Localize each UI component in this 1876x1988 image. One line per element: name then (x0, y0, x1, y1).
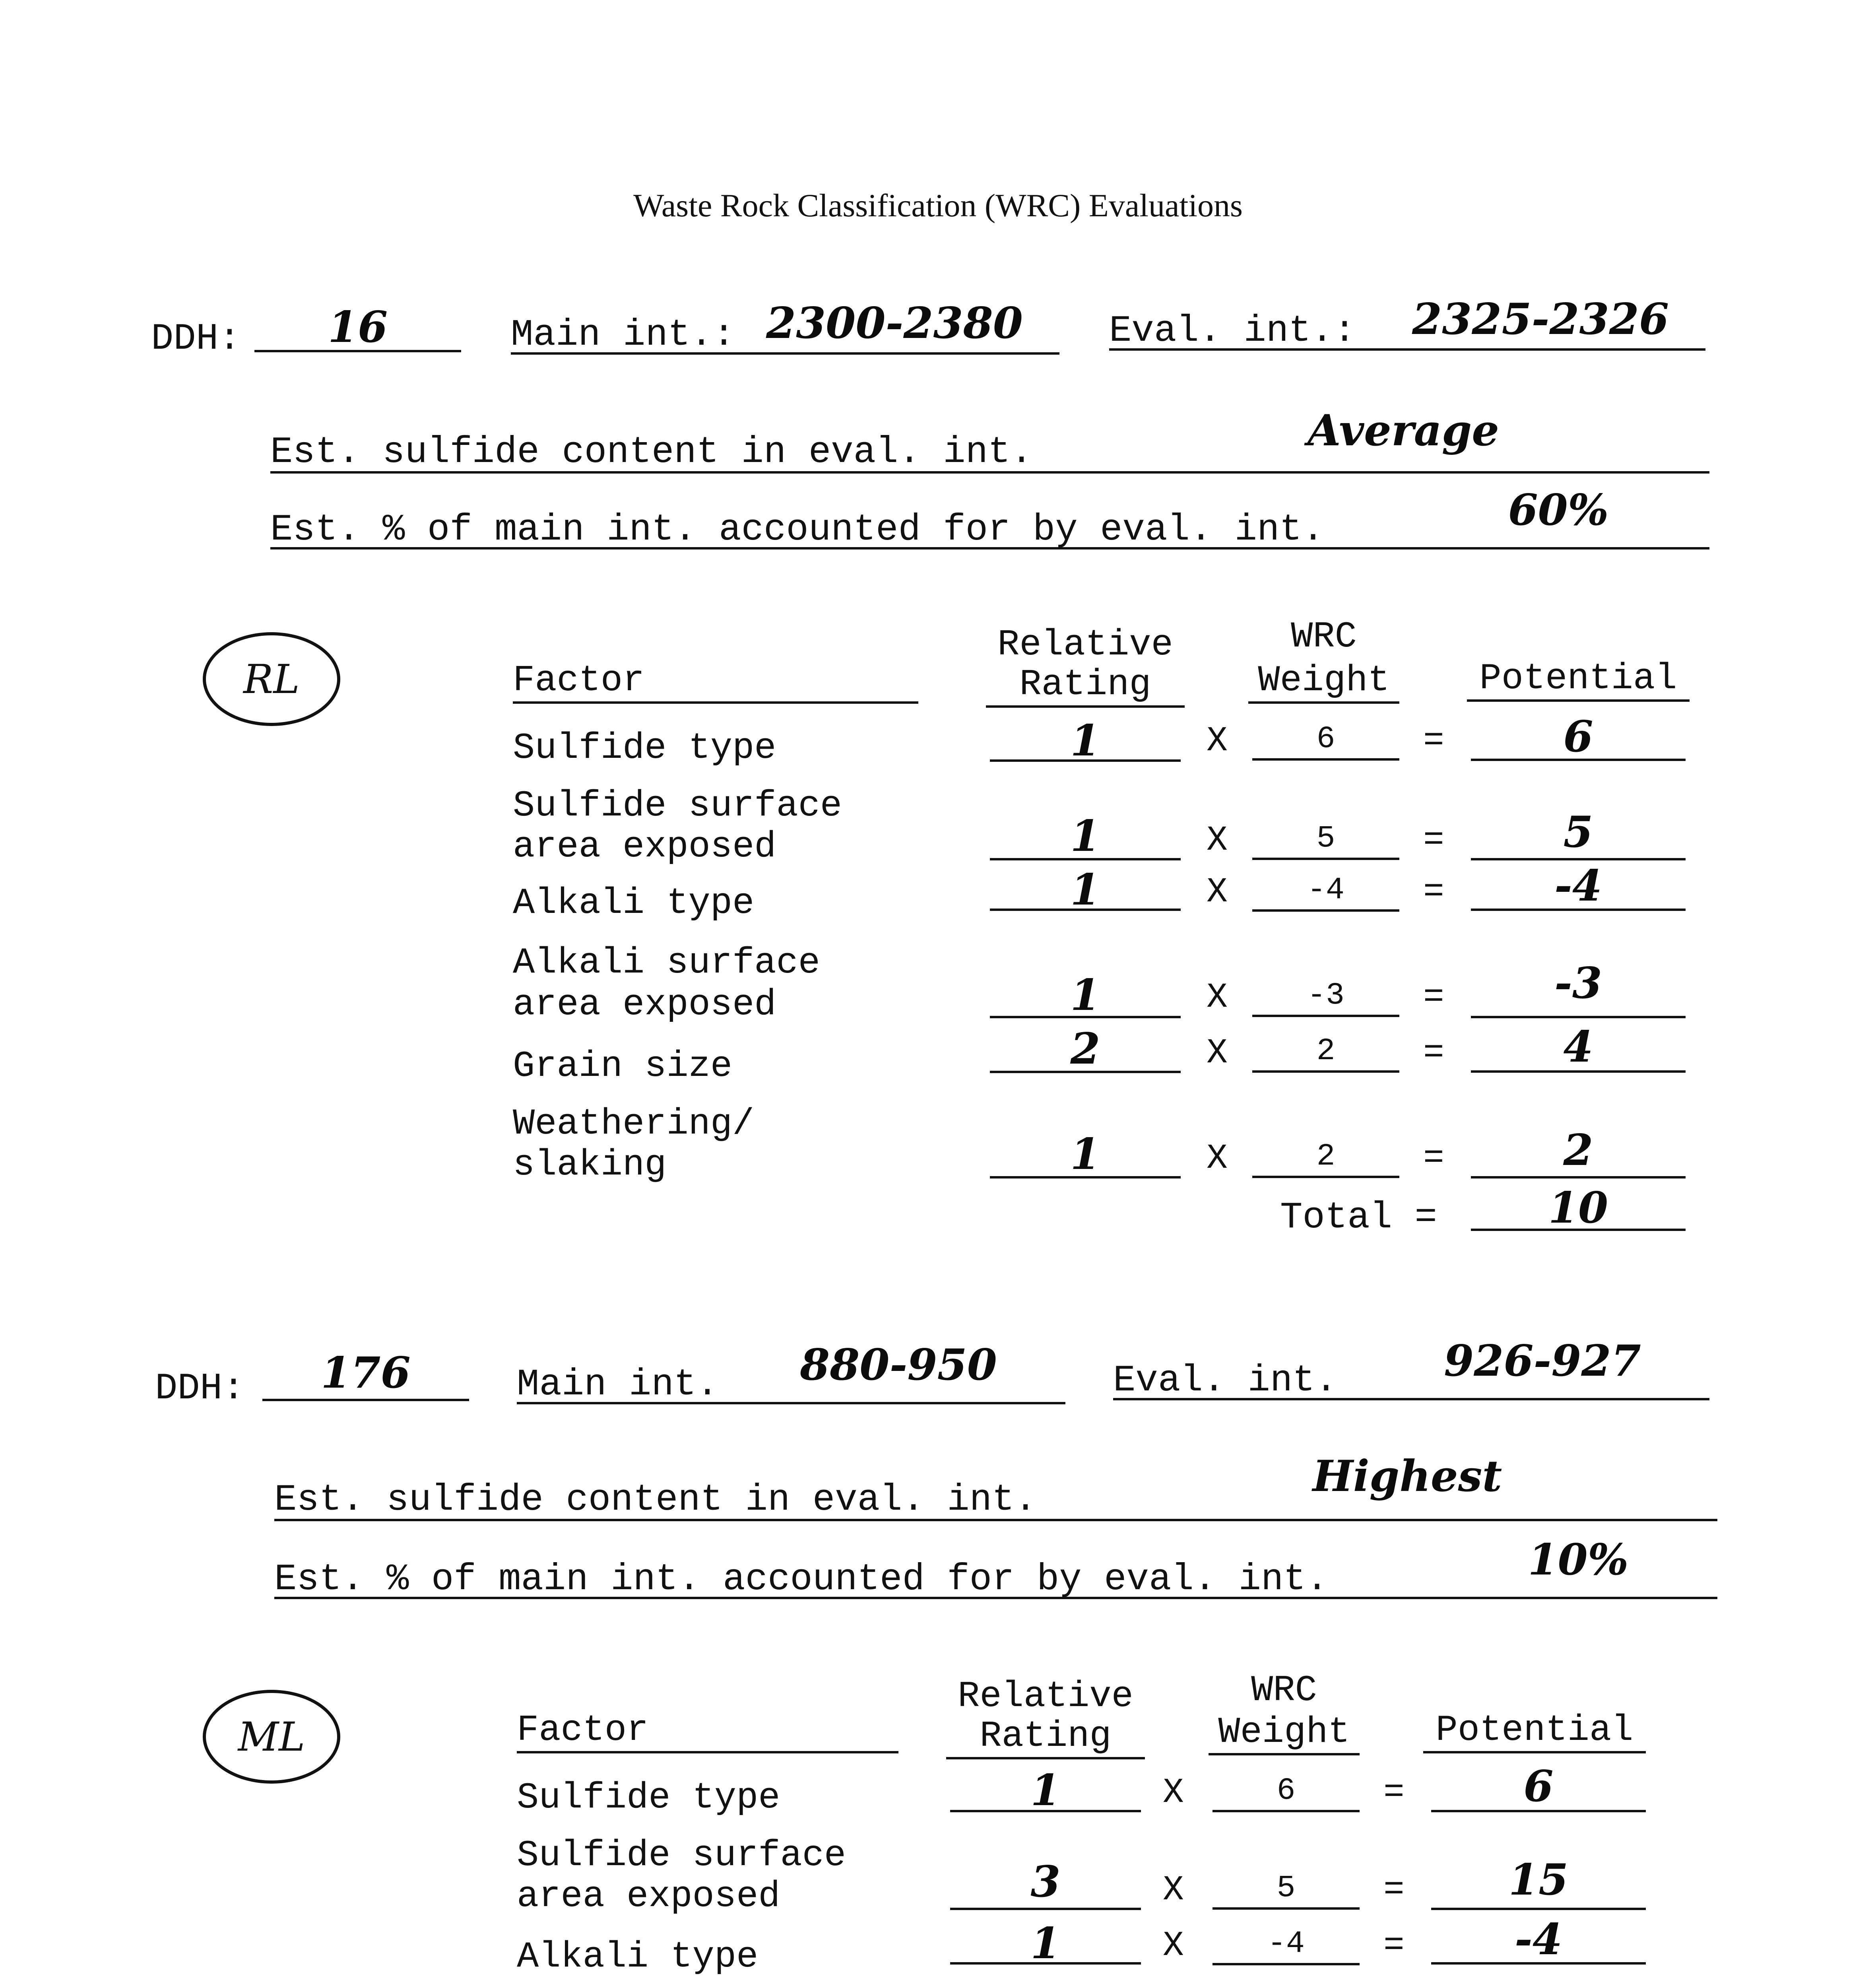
factor-label: Sulfide type (517, 1777, 780, 1819)
sulfide-content-value: Average (1308, 406, 1499, 456)
rating-value: 1 (950, 1765, 1141, 1812)
percent-value: 60% (1508, 485, 1609, 535)
factor-label: Alkali type (517, 1936, 759, 1978)
factor-label: slaking (513, 1144, 667, 1186)
factor-label: Weathering/ (513, 1103, 755, 1145)
percent-label: Est. % of main int. accounted for by eval. int. (274, 1559, 1717, 1599)
factor-label: area exposed (513, 826, 776, 868)
potential-value: 4 (1471, 1022, 1686, 1073)
factor-label: Alkali type (513, 882, 755, 924)
weight-value: 6 (1213, 1773, 1360, 1812)
column-factor: Factor (517, 1710, 898, 1753)
weight-value: 6 (1252, 722, 1399, 761)
potential-value: 15 (1431, 1855, 1646, 1910)
rock-type-circle: RL (203, 632, 340, 726)
times-sign: X (1207, 821, 1228, 860)
times-sign: X (1163, 1871, 1184, 1910)
rating-value: 1 (990, 811, 1181, 860)
factor-label: Sulfide surface (517, 1835, 846, 1876)
equals-sign: = (1383, 1926, 1405, 1966)
total-value: 10 (1471, 1183, 1686, 1231)
percent-label: Est. % of main int. accounted for by eval. int. (270, 509, 1709, 549)
column-potential: Potential (1423, 1710, 1646, 1753)
equals-sign: = (1383, 1871, 1405, 1910)
percent-value: 10% (1528, 1535, 1629, 1585)
times-sign: X (1207, 1139, 1228, 1178)
eval-int-label: Eval. int.: (1109, 310, 1705, 351)
ddh-label: DDH: (155, 1368, 245, 1410)
weight-value: -4 (1213, 1926, 1360, 1965)
rock-type-circle: ML (203, 1690, 340, 1784)
sulfide-content-label: Est. sulfide content in eval. int. (270, 431, 1709, 474)
main-int-label: Main int. (517, 1364, 1065, 1404)
ddh-value: 16 (254, 302, 461, 352)
potential-value: 5 (1471, 807, 1686, 860)
rating-value: 1 (990, 865, 1181, 911)
equals-sign: = (1423, 978, 1444, 1017)
column-rating-line2: Rating (986, 664, 1185, 708)
factor-label: Sulfide surface (513, 785, 842, 827)
column-weight-line1: WRC (1291, 616, 1357, 658)
times-sign: X (1207, 722, 1228, 761)
rating-value: 2 (990, 1024, 1181, 1073)
column-potential: Potential (1467, 658, 1690, 702)
potential-value: -4 (1431, 1914, 1646, 1965)
column-rating-line1: Relative (997, 624, 1173, 666)
potential-value: -4 (1471, 861, 1686, 911)
times-sign: X (1163, 1773, 1184, 1813)
rating-value: 1 (990, 970, 1181, 1018)
column-factor: Factor (513, 660, 918, 704)
total-label: Total = (1280, 1197, 1437, 1239)
eval-int-value: 2325-2326 (1412, 294, 1669, 344)
sulfide-content-label: Est. sulfide content in eval. int. (274, 1479, 1717, 1521)
rating-value: 1 (950, 1918, 1141, 1965)
weight-value: 5 (1252, 821, 1399, 860)
eval-int-value: 926-927 (1444, 1336, 1641, 1386)
times-sign: X (1207, 978, 1228, 1017)
sulfide-content-value: Highest (1312, 1451, 1502, 1501)
rating-value: 1 (990, 1129, 1181, 1178)
factor-label: area exposed (513, 984, 776, 1025)
column-rating-line1: Relative (958, 1675, 1133, 1717)
rating-value: 3 (950, 1857, 1141, 1910)
factor-label: Grain size (513, 1045, 733, 1087)
potential-value: 6 (1471, 712, 1686, 761)
equals-sign: = (1423, 1034, 1444, 1073)
weight-value: -3 (1252, 978, 1399, 1017)
weight-value: 2 (1252, 1139, 1399, 1178)
potential-value: -3 (1471, 958, 1686, 1018)
factor-label: Sulfide type (513, 727, 776, 769)
equals-sign: = (1423, 1139, 1444, 1178)
ddh-value: 176 (262, 1348, 469, 1401)
times-sign: X (1207, 1034, 1228, 1073)
equals-sign: = (1423, 821, 1444, 860)
factor-label: area exposed (517, 1875, 780, 1917)
column-weight-line2: Weight (1209, 1712, 1360, 1755)
times-sign: X (1163, 1926, 1184, 1966)
main-int-value: 880-950 (800, 1340, 997, 1390)
column-weight-line1: WRC (1251, 1670, 1317, 1711)
ddh-label: DDH: (151, 318, 241, 360)
column-rating-line2: Rating (946, 1716, 1145, 1759)
main-int-label: Main int.: (511, 314, 1059, 355)
main-int-value: 2300-2380 (766, 298, 1023, 348)
eval-int-label: Eval. int. (1113, 1360, 1709, 1400)
weight-value: 5 (1213, 1871, 1360, 1910)
weight-value: 2 (1252, 1034, 1399, 1073)
equals-sign: = (1423, 722, 1444, 761)
factor-label: Alkali surface (513, 942, 820, 984)
page-title: Waste Rock Classification (WRC) Evaluations (633, 187, 1243, 223)
times-sign: X (1207, 873, 1228, 912)
equals-sign: = (1383, 1773, 1405, 1813)
weight-value: -4 (1252, 873, 1399, 912)
potential-value: 2 (1471, 1125, 1686, 1178)
potential-value: 6 (1431, 1761, 1646, 1812)
column-weight-line2: Weight (1248, 660, 1399, 704)
rating-value: 1 (990, 716, 1181, 762)
equals-sign: = (1423, 873, 1444, 912)
